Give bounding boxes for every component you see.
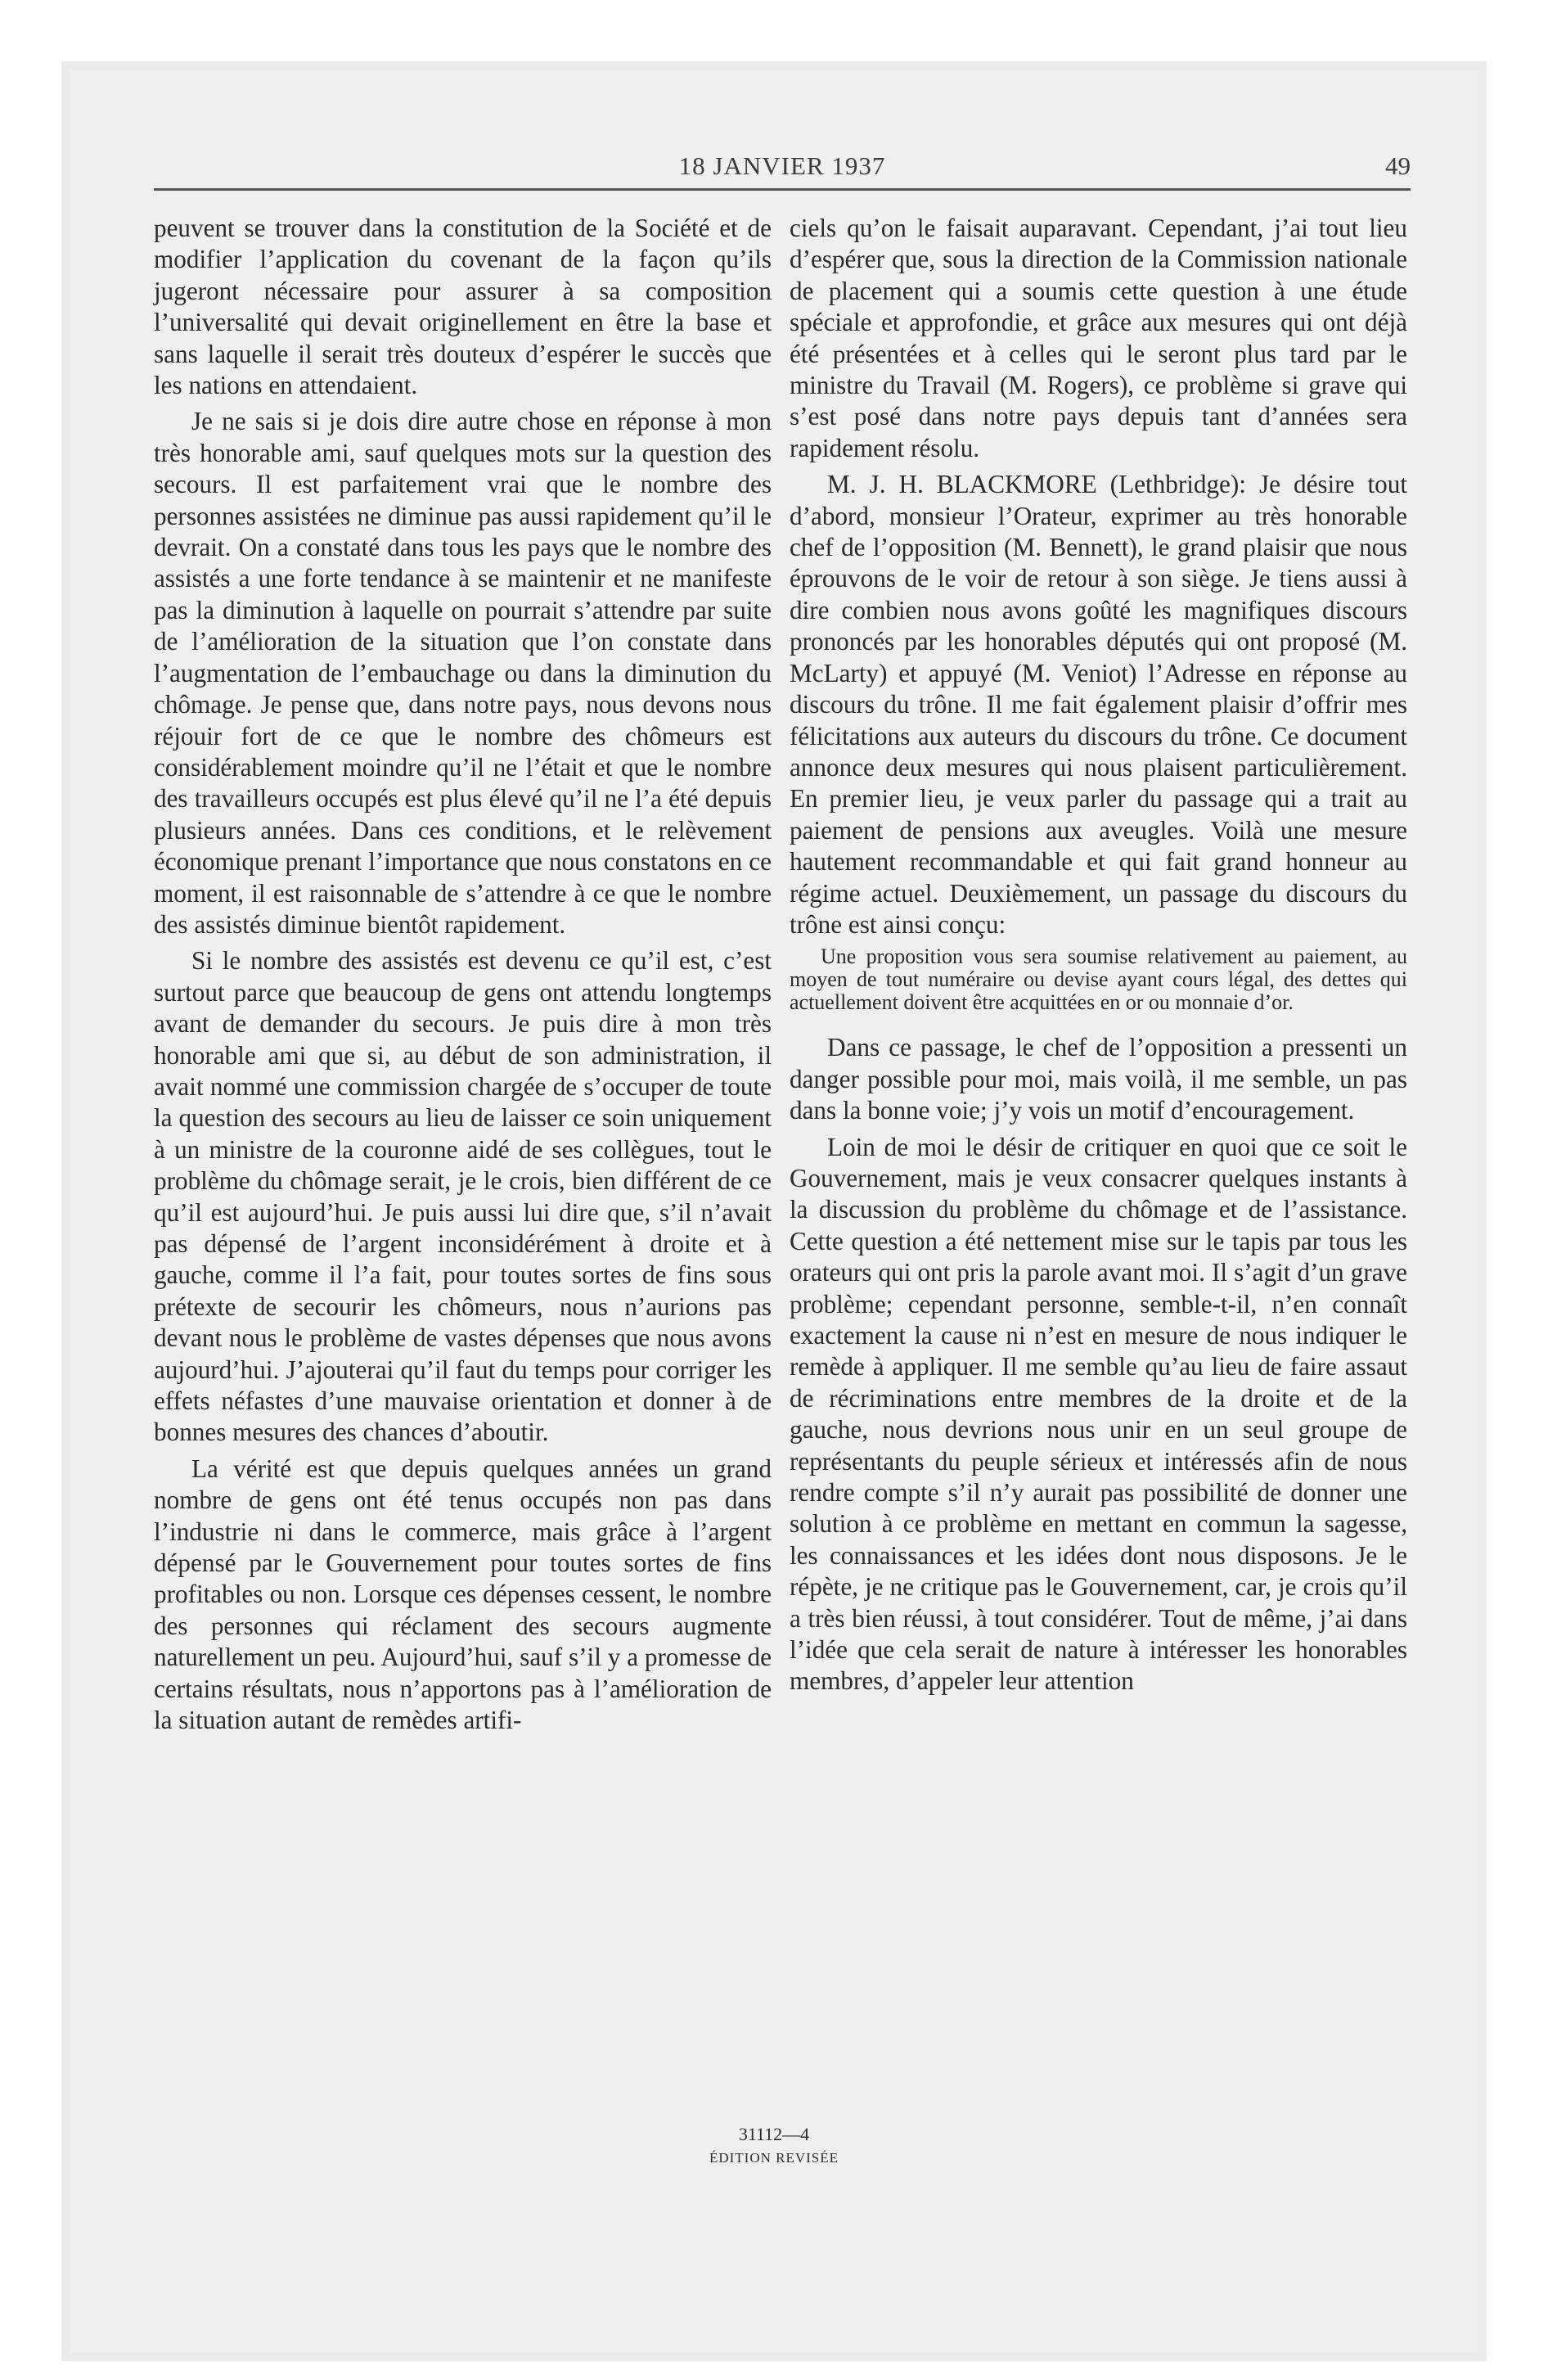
right-paragraph-4: Loin de moi le désir de critiquer en quoi que ce soit le Gouvernement, mais je veux consacrer quelques instants à la discussion du problème du chômage et de l’assistance. Cette question a été nettement mise sur le tapis par tous les orateurs qui ont pris la parole avant moi. Il s’agit d’un grave problème; cependant personne, semble-t-il, n’en connaît exactement la cause ni n’est en mesure de nous indiquer le remède à appliquer. Il me semble qu’au lieu de faire assaut de récriminations entre membres de la droite et de la gauche, nous devrions nous unir en un seul groupe de représentants du peuple sérieux et intéressés afin de nous rendre compte s’il n’y aurait pas possibilité de donner une solution à ce problème en mettant en commun la sagesse, les connaissances et les idées dont nous disposons. Je le répète, je ne critique pas le Gouvernement, car, je crois qu’il a très bien réussi, à tout considérer. Tout de même, j’ai dans l’idée que cela serait de nature à intéresser les honorables membres, d’appeler leur attention <box>790 1132 1407 1696</box>
right-paragraph-3: Dans ce passage, le chef de l’opposition a pressenti un danger possible pour moi, mais voilà, il me semble, un pas dans la bonne voie; j’y vois un motif d’encouragement. <box>790 1033 1407 1125</box>
page-header <box>154 151 1411 184</box>
left-paragraph-3: Si le nombre des assistés est devenu ce qu’il est, c’est surtout parce que beaucoup de gens ont attendu longtemps avant de demander du secours. Je puis dire à mon très honorable ami que si, au début de son administration, il avait nommé une commission chargée de s’occuper de toute la question des secours au lieu de laisser ce soin uniquement à un ministre de la couronne aidé de ses collègues, tout le problème du chômage serait, je le crois, bien différent de ce qu’il est aujourd’hui. Je puis aussi lui dire que, s’il n’avait pas dépensé de l’argent inconsidérément à droite et à gauche, comme il l’a fait, pour toutes sortes de fins sous prétexte de secourir les chômeurs, nous n’aurions pas devant nous le problème de vastes dépenses que nous avons aujourd’hui. J’ajouterai qu’il faut du temps pour corriger les effets néfastes d’une mauvaise orientation et donner à de bonnes mesures des chances d’aboutir. <box>154 946 772 1447</box>
header-rule <box>154 188 1411 191</box>
right-paragraph-2: M. J. H. BLACKMORE (Lethbridge): Je désire tout d’abord, monsieur l’Orateur, exprimer au très honorable chef de l’opposition (M. Bennett), le grand plaisir que nous éprouvons de le voir de retour à son siège. Je tiens aussi à dire combien nous avons goûté les magnifiques discours prononcés par les honorables députés qui ont proposé (M. McLarty) et appuyé (M. Veniot) l’Adresse en réponse au discours du trône. Il me fait également plaisir d’offrir mes félicitations aux auteurs du discours du trône. Ce document annonce deux mesures qui nous plaisent particulièrement. En premier lieu, je veux parler du passage qui a trait au paiement de pensions aux aveugles. Voilà une mesure hautement recommandable et qui fait grand honneur au régime actuel. Deuxièmement, un passage du discours du trône est ainsi conçu: <box>790 470 1407 939</box>
left-paragraph-4: La vérité est que depuis quelques années un grand nombre de gens ont été tenus occupés non pas dans l’industrie ni dans le commerce, mais grâce à l’argent dépensé par le Gouvernement pour toutes sortes de fins profitables ou non. Lorsque ces dépenses cessent, le nombre des personnes qui réclament des secours augmente naturellement un peu. Aujourd’hui, sauf s’il y a promesse de certains résultats, nous n’apportons pas à l’amélioration de la situation autant de remèdes artifi- <box>154 1454 772 1735</box>
left-column <box>154 213 772 1742</box>
left-paragraph-1: peuvent se trouver dans la constitution de la Société et de modifier l’application du covenant de la façon qu’ils jugeront nécessaire pour assurer à sa composition l’universalité qui devait originellement en être la base et sans laquelle il serait très douteux d’espérer le succès que les nations en attendaient. <box>154 214 772 400</box>
right-paragraph-1: ciels qu’on le faisait auparavant. Cependant, j’ai tout lieu d’espérer que, sous la direction de la Commission nationale de placement qui a soumis cette question à une étude spéciale et approfondie, et grâce aux mesures qui ont déjà été présentées et à celles qui le seront plus tard par le ministre du Travail (M. Rogers), ce problème si grave qui s’est posé dans notre pays depuis tant d’années sera rapidement résolu. <box>790 214 1407 462</box>
header-date: 18 JANVIER 1937 <box>678 151 886 180</box>
page-footer <box>0 2124 1548 2166</box>
block-quote: Une proposition vous sera soumise relativement au paiement, au moyen de tout numéraire ou devise ayant cours légal, des dettes qui actuellement doivent être acquittées en or ou monnaie d’or. <box>790 944 1407 1015</box>
scanned-page-background <box>61 61 1487 2361</box>
right-column <box>790 213 1407 1702</box>
footer-print-number: 31112—4 <box>738 2124 810 2144</box>
header-page-number: 49 <box>1385 151 1411 180</box>
left-paragraph-2: Je ne sais si je dois dire autre chose en réponse à mon très honorable ami, sauf quelques mots sur la question des secours. Il est parfaitement vrai que le nombre des personnes assistées ne diminue pas aussi rapidement qu’il le devrait. On a constaté dans tous les pays que le nombre des assistés a une forte tendance à se maintenir et ne manifeste pas la diminution à laquelle on pourrait s’attendre par suite de l’amélioration de la situation que l’on constate dans l’augmentation de l’embauchage ou dans la diminution du chômage. Je pense que, dans notre pays, nous devons nous réjouir fort de ce que le nombre des chômeurs est considérablement moindre qu’il ne l’était et que le nombre des travailleurs occupés est plus élevé qu’il ne l’a été depuis plusieurs années. Dans ces conditions, et le relèvement économique prenant l’importance que nous constatons en ce moment, il est raisonnable de s’attendre à ce que le nombre des assistés diminue bientôt rapidement. <box>154 407 772 939</box>
page-sheet <box>70 70 1478 2353</box>
footer-edition: ÉDITION REVISÉE <box>709 2150 839 2166</box>
